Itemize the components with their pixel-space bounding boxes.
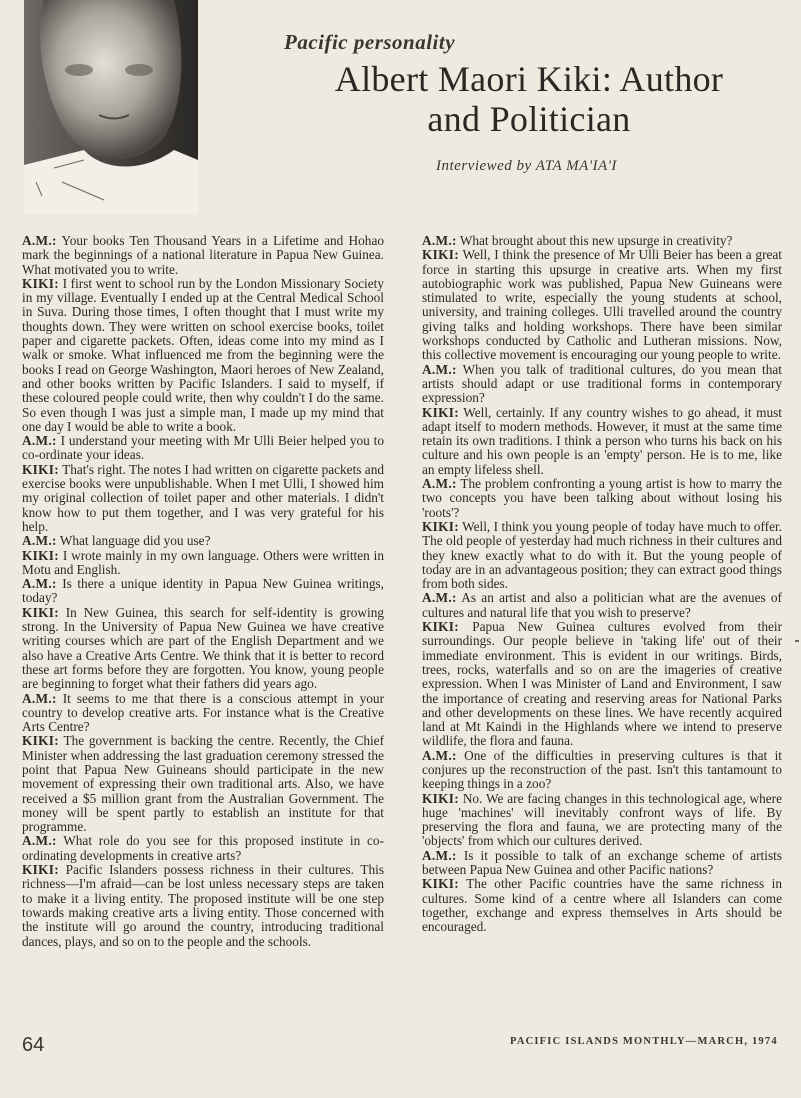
speaker-label: A.M.: — [422, 747, 457, 763]
speaker-label: A.M.: — [22, 576, 57, 592]
paragraph-text: The other Pacific countries have the same richness in cultures. Some kind of a centre where all Islanders can come together, exchange and express themselves in Arts should be encouraged. — [422, 876, 782, 935]
paragraph-text: The problem confronting a young artist is how to marry the two concepts you have been talking about without losing his 'roots'? — [422, 476, 782, 520]
interview-paragraph — [22, 734, 384, 834]
interview-paragraph — [22, 577, 384, 606]
interview-paragraph — [22, 234, 384, 277]
speaker-label: KIKI: — [22, 862, 59, 878]
paragraph-text: That's right. The notes I had written on cigarette packets and exercise books were unpublishable. When I met Ulli, I showed him my original collection of toilet paper and other materials. I didn't know how to put them together, and I was very grateful for his help. — [22, 461, 384, 534]
interview-paragraph — [422, 520, 782, 591]
speaker-label: A.M.: — [422, 361, 457, 377]
interview-paragraph — [422, 591, 782, 620]
speaker-label: A.M.: — [422, 590, 457, 606]
interview-paragraph — [22, 863, 384, 949]
paragraph-text: What role do you see for this proposed institute in co-ordinating developments in creative arts? — [22, 833, 384, 863]
speaker-label: A.M.: — [22, 833, 57, 849]
speaker-label: A.M.: — [22, 690, 57, 706]
paragraph-text: I wrote mainly in my own language. Others were written in Motu and English. — [22, 547, 384, 577]
paragraph-text: In New Guinea, this search for self-identity is growing strong. In the University of Papua New Guinea we have creative writing courses which are part of the English Department and we also have a Creative Arts Centre. We think that it is better to record these art forms before they are forgotten. You know, young people are beginning to forget what their fathers did years ago. — [22, 604, 384, 692]
paragraph-text: What language did you use? — [56, 533, 211, 549]
paragraph-text: I first went to school run by the London Missionary Society in my village. Eventually I ended up at the Central Medical School in Suva. During those times, I often thought that I must write my thoughts down. They were written on school exercise books, toilet paper and cigarette packets. Often, ideas come into my mind as I walk or smoke. What influenced me from the beginning were the books I read on George Washington, Maori heroes of New Zealand, and other books written by Pacific Islanders. I said to myself, if these coloured people could write, then why couldn't I do the same. So even though I was just a simple man, I made up my mind that one day I would be able to write a book. — [22, 275, 384, 434]
speaker-label: KIKI: — [422, 790, 459, 806]
interview-paragraph — [422, 849, 782, 878]
section-kicker: Pacific personality — [284, 30, 456, 54]
interview-paragraph — [422, 248, 782, 362]
paragraph-text: Is it possible to talk of an exchange scheme of artists between Papua New Guinea and other Pacific nations? — [422, 847, 782, 878]
paragraph-text: When you talk of traditional cultures, do you mean that artists should adapt or use traditional forms in contemporary expression? — [422, 361, 782, 406]
byline: Interviewed by ATA MA'IA'I — [436, 158, 617, 174]
edge-mark — [795, 640, 799, 642]
interview-paragraph — [22, 534, 384, 548]
page-number: 64 — [22, 1034, 45, 1056]
speaker-label: A.M.: — [422, 233, 457, 248]
publication-footer: PACIFIC ISLANDS MONTHLY—MARCH, 1974 — [510, 1036, 778, 1047]
interview-paragraph — [22, 463, 384, 534]
speaker-label: A.M.: — [22, 533, 57, 549]
speaker-label: A.M.: — [22, 433, 57, 449]
paragraph-text: What brought about this new upsurge in creativity? — [456, 233, 733, 248]
paragraph-text: Pacific Islanders possess richness in their cultures. This richness—I'm afraid—can be lost unless necessary steps are taken to make it a living entity. The proposed institute will be one step towards making creative arts a living entity. Those concerned with the institute will go around the country, introducing traditional dances, plays, and so on to the people and the schools. — [22, 862, 384, 949]
speaker-label: A.M.: — [22, 233, 57, 248]
interview-paragraph — [22, 606, 384, 692]
interview-paragraph — [22, 277, 384, 434]
speaker-label: KIKI: — [422, 619, 459, 635]
paragraph-text: The government is backing the centre. Recently, the Chief Minister when addressing the last graduation ceremony stressed the point that Papua New Guineans should participate in the new movement of expressing their own traditional arts. Also, we have received a $5 million grant from the Australian Government. The money will be spent partly to establish an institute for that programme. — [22, 733, 384, 835]
paragraph-text: I understand your meeting with Mr Ulli Beier helped you to co-ordinate your ideas. — [22, 433, 384, 463]
interview-paragraph — [422, 363, 782, 406]
title-line-1: Albert Maori Kiki: Author — [334, 59, 724, 99]
speaker-label: A.M.: — [422, 476, 457, 492]
speaker-label: KIKI: — [422, 404, 459, 420]
paragraph-text: No. We are facing changes in this technological age, where huge 'machines' will inevitably confront ways of life. By preserving the flora and fauna, we are protecting many of the 'objects' from which our cultures derived. — [422, 790, 782, 849]
speaker-label: KIKI: — [22, 275, 59, 291]
title-line-2: and Politician — [427, 99, 631, 139]
paragraph-text: Well, I think you young people of today have much to offer. The old people of yesterday had much richness in their cultures and they knew exactly what to do with it. But the young people of today are in an advantageous position; they can extract good things from both sides. — [422, 518, 783, 592]
article-title — [284, 59, 774, 139]
paragraph-text: Your books Ten Thousand Years in a Lifetime and Hohao mark the beginnings of a national literature in Papua New Guinea. What motivated you to write. — [22, 233, 384, 277]
paragraph-text: One of the difficulties in preserving cultures is that it conjures up the reconstruction of the past. Isn't this tantamount to keeping things in a zoo? — [422, 747, 782, 792]
speaker-label: KIKI: — [22, 733, 59, 749]
author-portrait-photo — [24, 0, 198, 214]
speaker-label: KIKI: — [22, 461, 59, 477]
interview-paragraph — [22, 692, 384, 735]
paragraph-text: As an artist and also a politician what are the avenues of cultures and natural life that you wish to preserve? — [422, 590, 782, 620]
interview-paragraph — [422, 620, 782, 749]
speaker-label: KIKI: — [22, 604, 59, 620]
interview-paragraph — [22, 834, 384, 863]
right-column — [422, 234, 782, 935]
interview-paragraph — [422, 234, 782, 248]
paragraph-text: It seems to me that there is a conscious attempt in your country to develop creative arts. For instance what is the Creative Arts Centre? — [22, 690, 384, 735]
paragraph-text: Papua New Guinea cultures evolved from their surroundings. Our people believe in 'taking life' out of their immediate environment. This is evident in our writings. Birds, trees, rocks, waterfalls and so on are the imageries of creative expression. When I was Minister of Land and Environment, I saw the importance of creating and reserving areas for National Parks and other developments on these lines. We have recently acquired land at Mt Kaindi in the Highlands where we intend to preserve wildlife, the flora and fauna. — [422, 619, 782, 749]
speaker-label: KIKI: — [422, 876, 459, 892]
interview-paragraph — [422, 749, 782, 792]
article-header — [284, 30, 774, 139]
paragraph-text: Well, I think the presence of Mr Ulli Beier has been a great force in starting this upsurge in creative arts. When my first autobiographic work was published, Papua New Guineans were stimulated to write, especially the young students at school, university, and training colleges. Ulli travelled around the country giving talks and holding workshops. There have been similar workshops conducted by Catholic and Lutheran missions. Now, this collective movement is encouraging our young people to write. — [422, 247, 782, 363]
left-column — [22, 234, 384, 949]
interview-paragraph — [422, 877, 782, 934]
interview-paragraph — [22, 434, 384, 463]
paragraph-text: Is there a unique identity in Papua New Guinea writings, today? — [22, 576, 384, 606]
paragraph-text: Well, certainly. If any country wishes to go ahead, it must adapt itself to modern methods. However, it must at the same time retain its own traditions. I think a person who turns his back on his culture and his own people is an 'empty' person. He is to me, like an empty lifeless shell. — [422, 404, 782, 477]
speaker-label: KIKI: — [422, 247, 459, 263]
speaker-label: A.M.: — [422, 847, 457, 863]
interview-paragraph — [22, 549, 384, 578]
interview-paragraph — [422, 792, 782, 849]
speaker-label: KIKI: — [22, 547, 59, 563]
speaker-label: KIKI: — [422, 518, 459, 534]
interview-paragraph — [422, 477, 782, 520]
interview-paragraph — [422, 406, 782, 477]
